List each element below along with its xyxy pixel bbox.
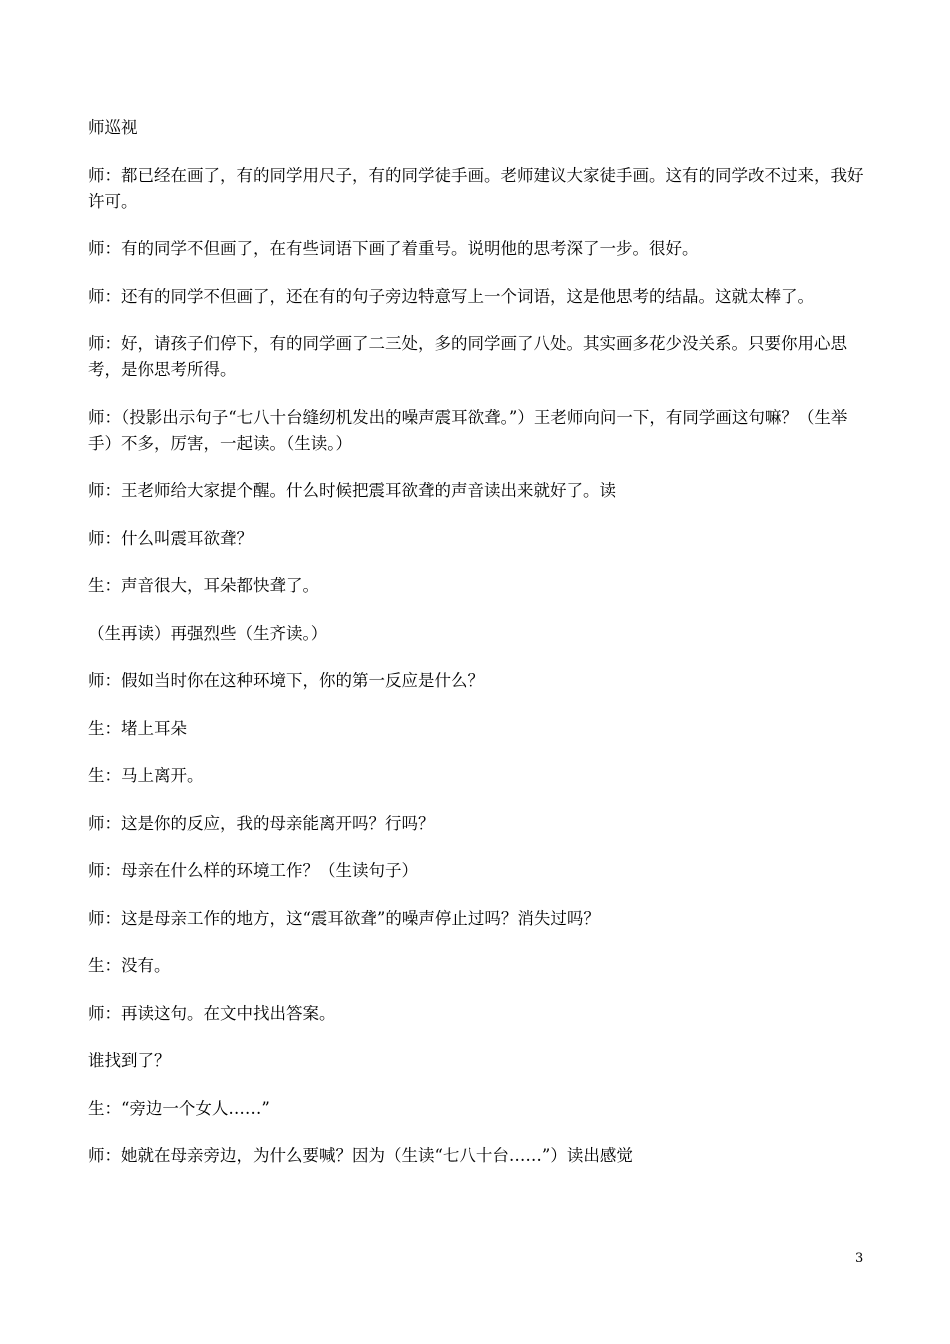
paragraph: 生：马上离开。 [88,766,204,785]
paragraph: 师：（投影出示句子“七八十台缝纫机发出的噪声震耳欲聋。”）王老师向问一下，有同学画这句嘛？（生举手）不多，厉害，一起读。（生读。） [88,407,848,453]
paragraph: 生：“旁边一个女人……” [88,1098,270,1118]
paragraph: 师巡视 [88,118,138,137]
paragraph: 师：王老师给大家提个醒。什么时候把震耳欲聋的声音读出来就好了。读 [88,481,616,500]
paragraph: 生：堵上耳朵 [88,718,187,738]
paragraph: 师：母亲在什么样的环境工作？（生读句子） [88,861,418,880]
paragraph: 谁找到了？ [88,1051,171,1070]
paragraph: 师：还有的同学不但画了，还在有的句子旁边特意写上一个词语，这是他思考的结晶。这就太棒了。 [88,286,814,306]
paragraph: 师：假如当时你在这种环境下，你的第一反应是什么？ [88,671,484,690]
paragraph: 师：好，请孩子们停下，有的同学画了二三处，多的同学画了八处。其实画多花少没关系。只要你用心思考，是你思考所得。 [88,334,847,379]
document-body [88,115,864,1191]
paragraph: 师：什么叫震耳欲聋？ [88,528,253,548]
paragraph: 师：这是你的反应，我的母亲能离开吗？行吗？ [88,813,435,833]
paragraph: 生：没有。 [88,956,171,975]
paragraph: （生再读）再强烈些（生齐读。） [88,623,328,643]
paragraph: 师：这是母亲工作的地方，这“震耳欲聋”的噪声停止过吗？消失过吗？ [88,908,600,928]
paragraph: 师：她就在母亲旁边，为什么要喊？因为（生读“七八十台……”）读出感觉 [88,1146,633,1165]
page-number: 3 [855,1251,864,1266]
paragraph: 师：都已经在画了，有的同学用尺子，有的同学徒手画。老师建议大家徒手画。这有的同学改不过来，我好许可。 [88,165,864,211]
paragraph: 师：有的同学不但画了，在有些词语下画了着重号。说明他的思考深了一步。很好。 [88,239,699,258]
paragraph: 师：再读这句。在文中找出答案。 [88,1003,336,1023]
paragraph: 生：声音很大，耳朵都快聋了。 [88,576,319,595]
